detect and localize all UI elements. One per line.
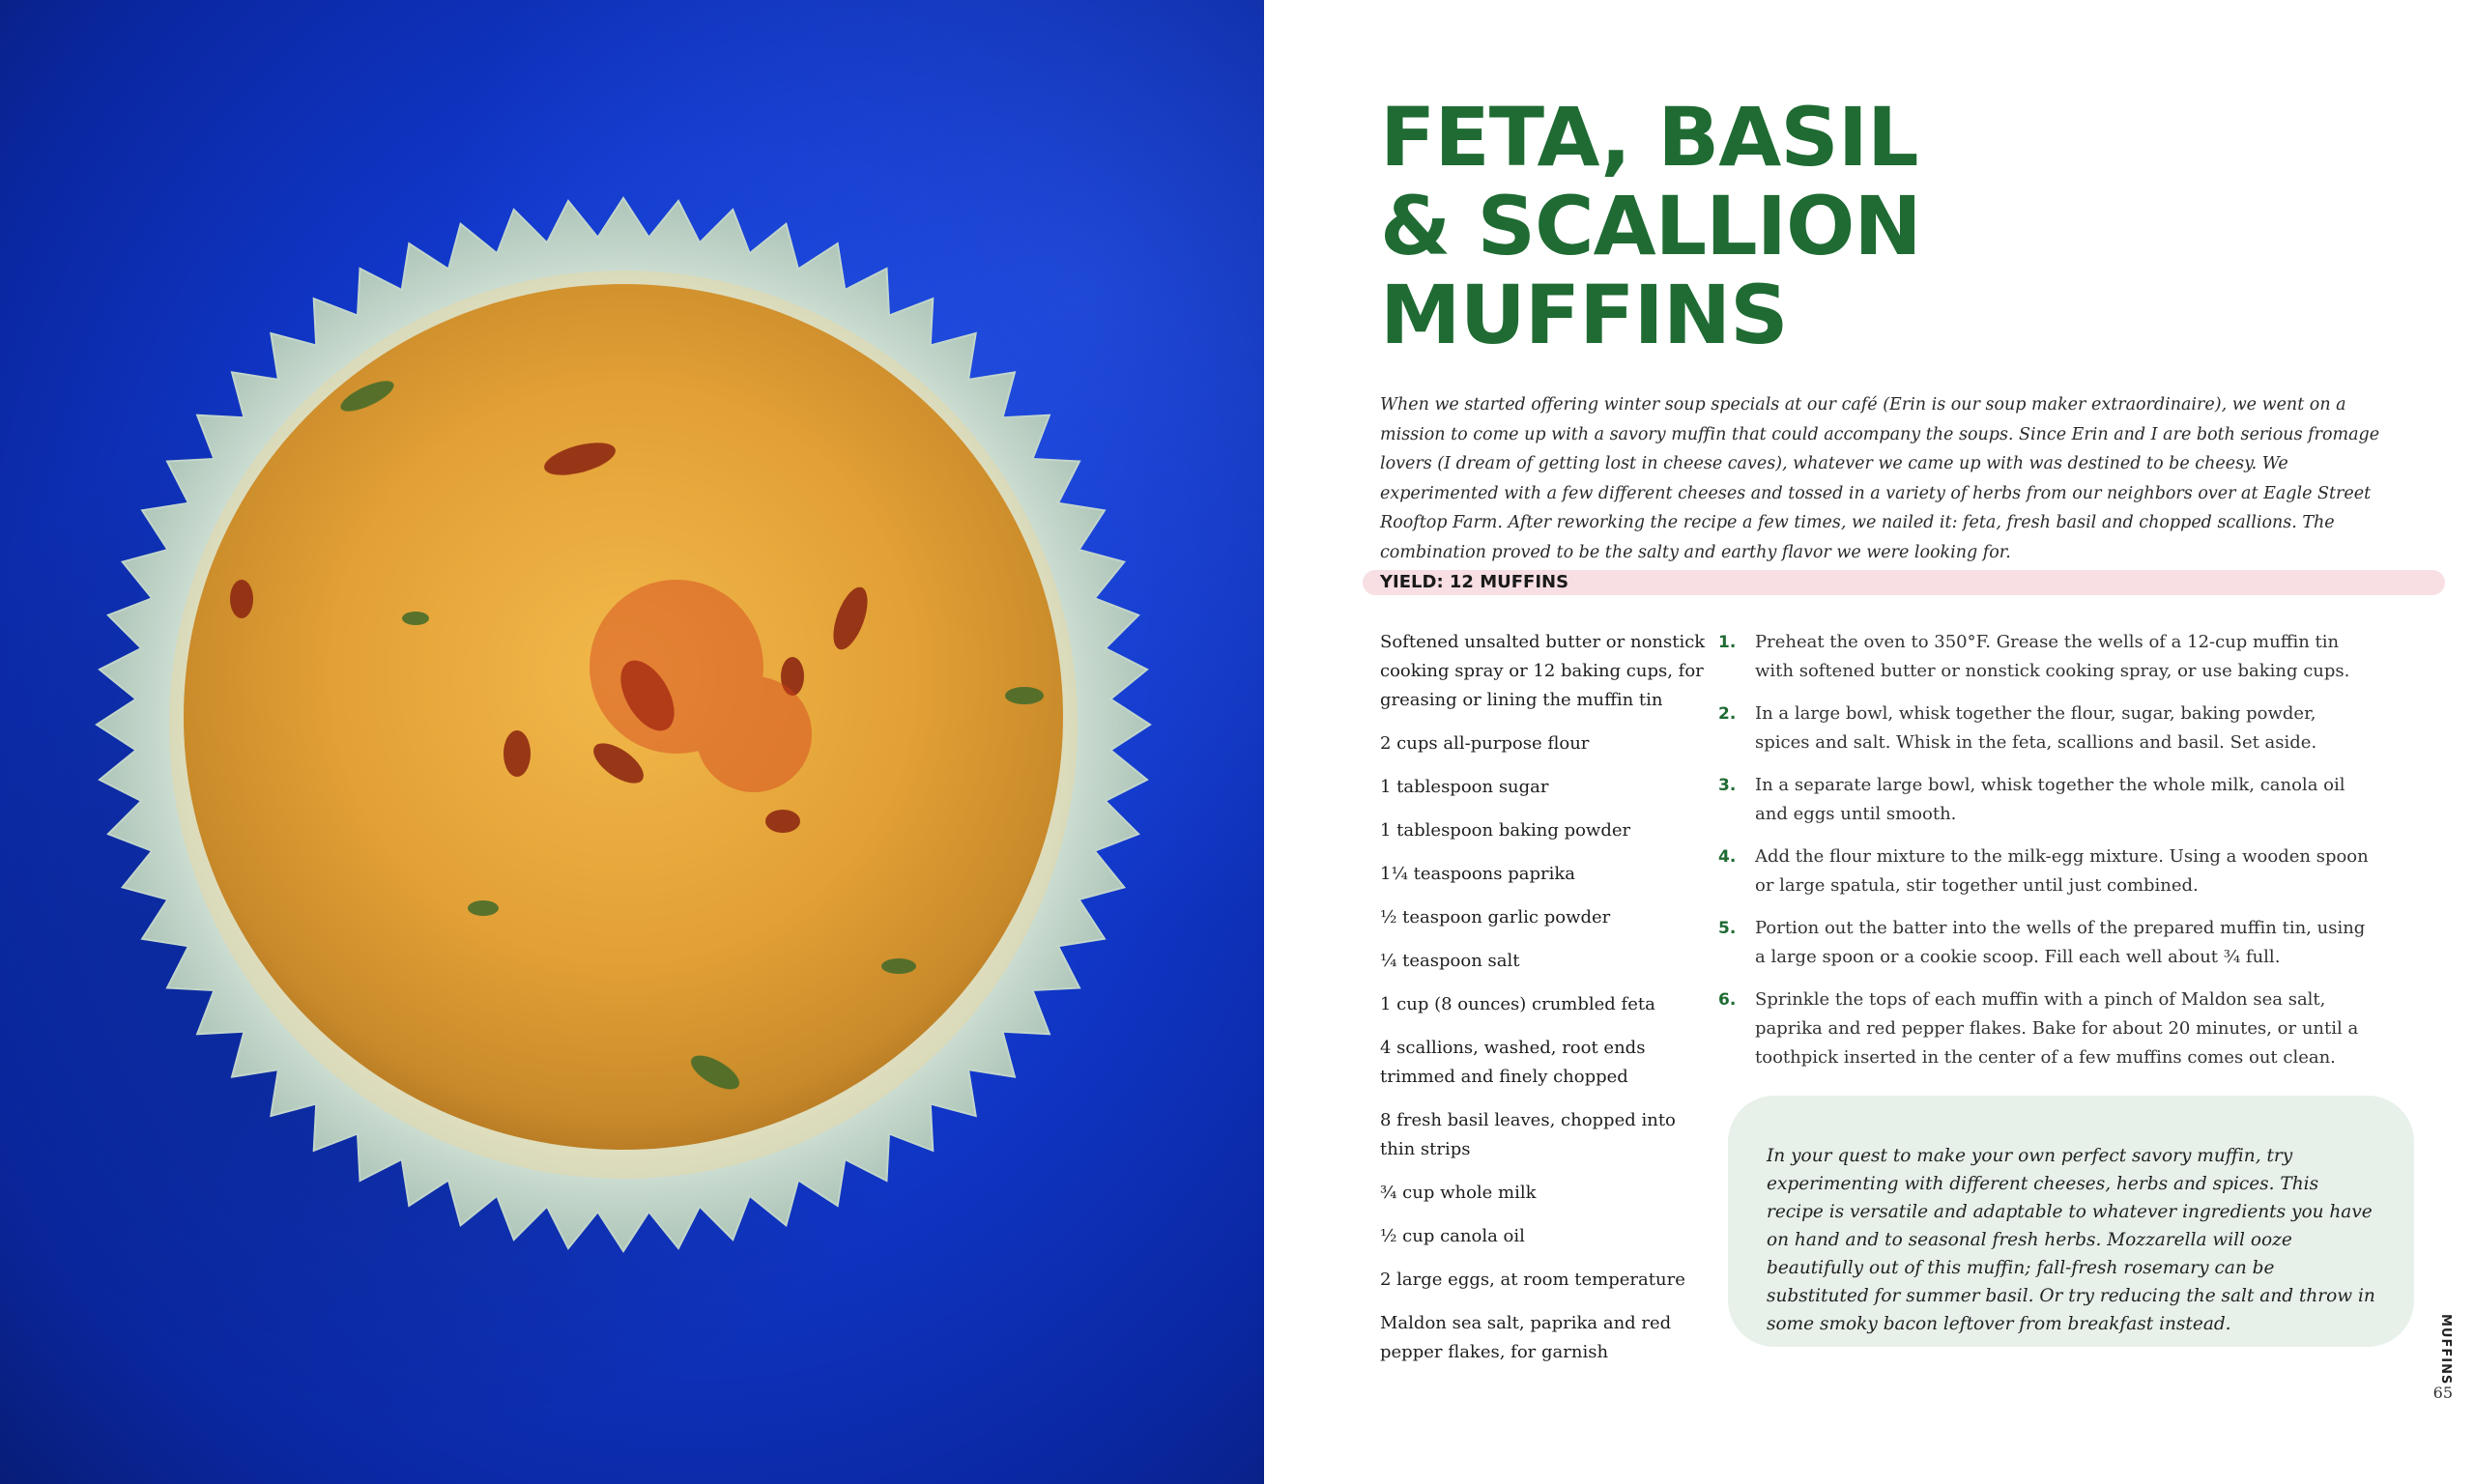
step-text: Portion out the batter into the wells of the prepared muffin tin, using a large spoon or a cookie scoop. Fill each well about ¾ full.	[1755, 918, 2366, 967]
tip-box	[1728, 1096, 2414, 1347]
step-text: Add the flour mixture to the milk-egg mixture. Using a wooden spoon or large spatula, stir together until just combined.	[1755, 846, 2369, 896]
step-item	[1718, 628, 2375, 686]
step-text: In a separate large bowl, whisk together the whole milk, canola oil and eggs until smooth.	[1755, 775, 2345, 824]
title-line: & SCALLION	[1380, 179, 1921, 273]
step-item	[1718, 985, 2375, 1072]
page-number: 65	[2432, 1384, 2453, 1402]
step-number: 2.	[1718, 704, 1737, 724]
recipe-intro: When we started offering winter soup specials at our café (Erin is our soup maker extraordinaire), we went on a mission to come up with a savory muffin that could accompany the soups. Since Erin and I are both serious fromage lovers (I dream of getting lost in cheese caves), whatever we came up with was destined to be cheesy. We experimented with a few different cheeses and tossed in a variety of herbs from our neighbors over at Eagle Street Rooftop Farm. After reworking the recipe a few times, we nailed it: feta, fresh basil and chopped scallions. The combination proved to be the salty and earthy flavor we were looking for.	[1380, 395, 2380, 562]
title-line: MUFFINS	[1380, 268, 1788, 362]
step-item	[1718, 771, 2375, 829]
ingredient-item: ¼ teaspoon salt	[1380, 951, 1520, 971]
ingredients-list	[1380, 628, 1709, 1382]
recipe-page	[1264, 0, 2474, 1484]
step-text: Preheat the oven to 350°F. Grease the wells of a 12-cup muffin tin with softened butter or nonstick cooking spray, or use baking cups.	[1755, 632, 2350, 681]
title-line: FETA, BASIL	[1380, 90, 1918, 185]
ingredient-item: Maldon sea salt, paprika and red pepper flakes, for garnish	[1380, 1313, 1672, 1362]
recipe-title	[1380, 90, 1921, 362]
section-tab: MUFFINS	[2438, 1314, 2453, 1385]
step-text: In a large bowl, whisk together the flour, sugar, baking powder, spices and salt. Whisk in the feta, scallions and basil. Set aside.	[1755, 703, 2317, 753]
ingredient-item: 2 large eggs, at room temperature	[1380, 1270, 1685, 1290]
yield-label: YIELD: 12 MUFFINS	[1380, 572, 1569, 592]
ingredient-item: ½ teaspoon garlic powder	[1380, 907, 1611, 928]
ingredient-item: ½ cup canola oil	[1380, 1226, 1525, 1246]
step-number: 3.	[1718, 776, 1737, 795]
ingredient-item: 1 cup (8 ounces) crumbled feta	[1380, 994, 1655, 1014]
step-text: Sprinkle the tops of each muffin with a pinch of Maldon sea salt, paprika and red pepper flakes. Bake for about 20 minutes, or until a toothpick inserted in the center of a few muffins comes out clean.	[1755, 989, 2359, 1068]
step-number: 1.	[1718, 633, 1737, 652]
step-item	[1718, 914, 2375, 972]
ingredient-item: 8 fresh basil leaves, chopped into thin strips	[1380, 1110, 1676, 1159]
step-item	[1718, 842, 2375, 900]
step-number: 5.	[1718, 919, 1737, 938]
ingredient-item: 1 tablespoon baking powder	[1380, 820, 1631, 841]
ingredient-item: Softened unsalted butter or nonstick cooking spray or 12 baking cups, for greasing or lining the muffin tin	[1380, 632, 1706, 710]
ingredient-item: 2 cups all-purpose flour	[1380, 733, 1590, 754]
step-item	[1718, 699, 2375, 757]
tip-text: In your quest to make your own perfect savory muffin, try experimenting with different cheeses, herbs and spices. This recipe is versatile and adaptable to whatever ingredients you have on hand and to seasonal fresh herbs. Mozzarella will ooze beautifully out of this muffin; fall-fresh rosemary can be substituted for summer basil. Or try reducing the salt and throw in some smoky bacon leftover from breakfast instead.	[1767, 1146, 2375, 1334]
ingredient-item: ¾ cup whole milk	[1380, 1183, 1537, 1203]
steps-list	[1718, 628, 2375, 1086]
step-number: 4.	[1718, 847, 1737, 867]
ingredient-item: 1¼ teaspoons paprika	[1380, 864, 1575, 884]
ingredient-item: 1 tablespoon sugar	[1380, 777, 1549, 797]
ingredient-item: 4 scallions, washed, root ends trimmed and finely chopped	[1380, 1038, 1646, 1087]
step-number: 6.	[1718, 990, 1737, 1010]
